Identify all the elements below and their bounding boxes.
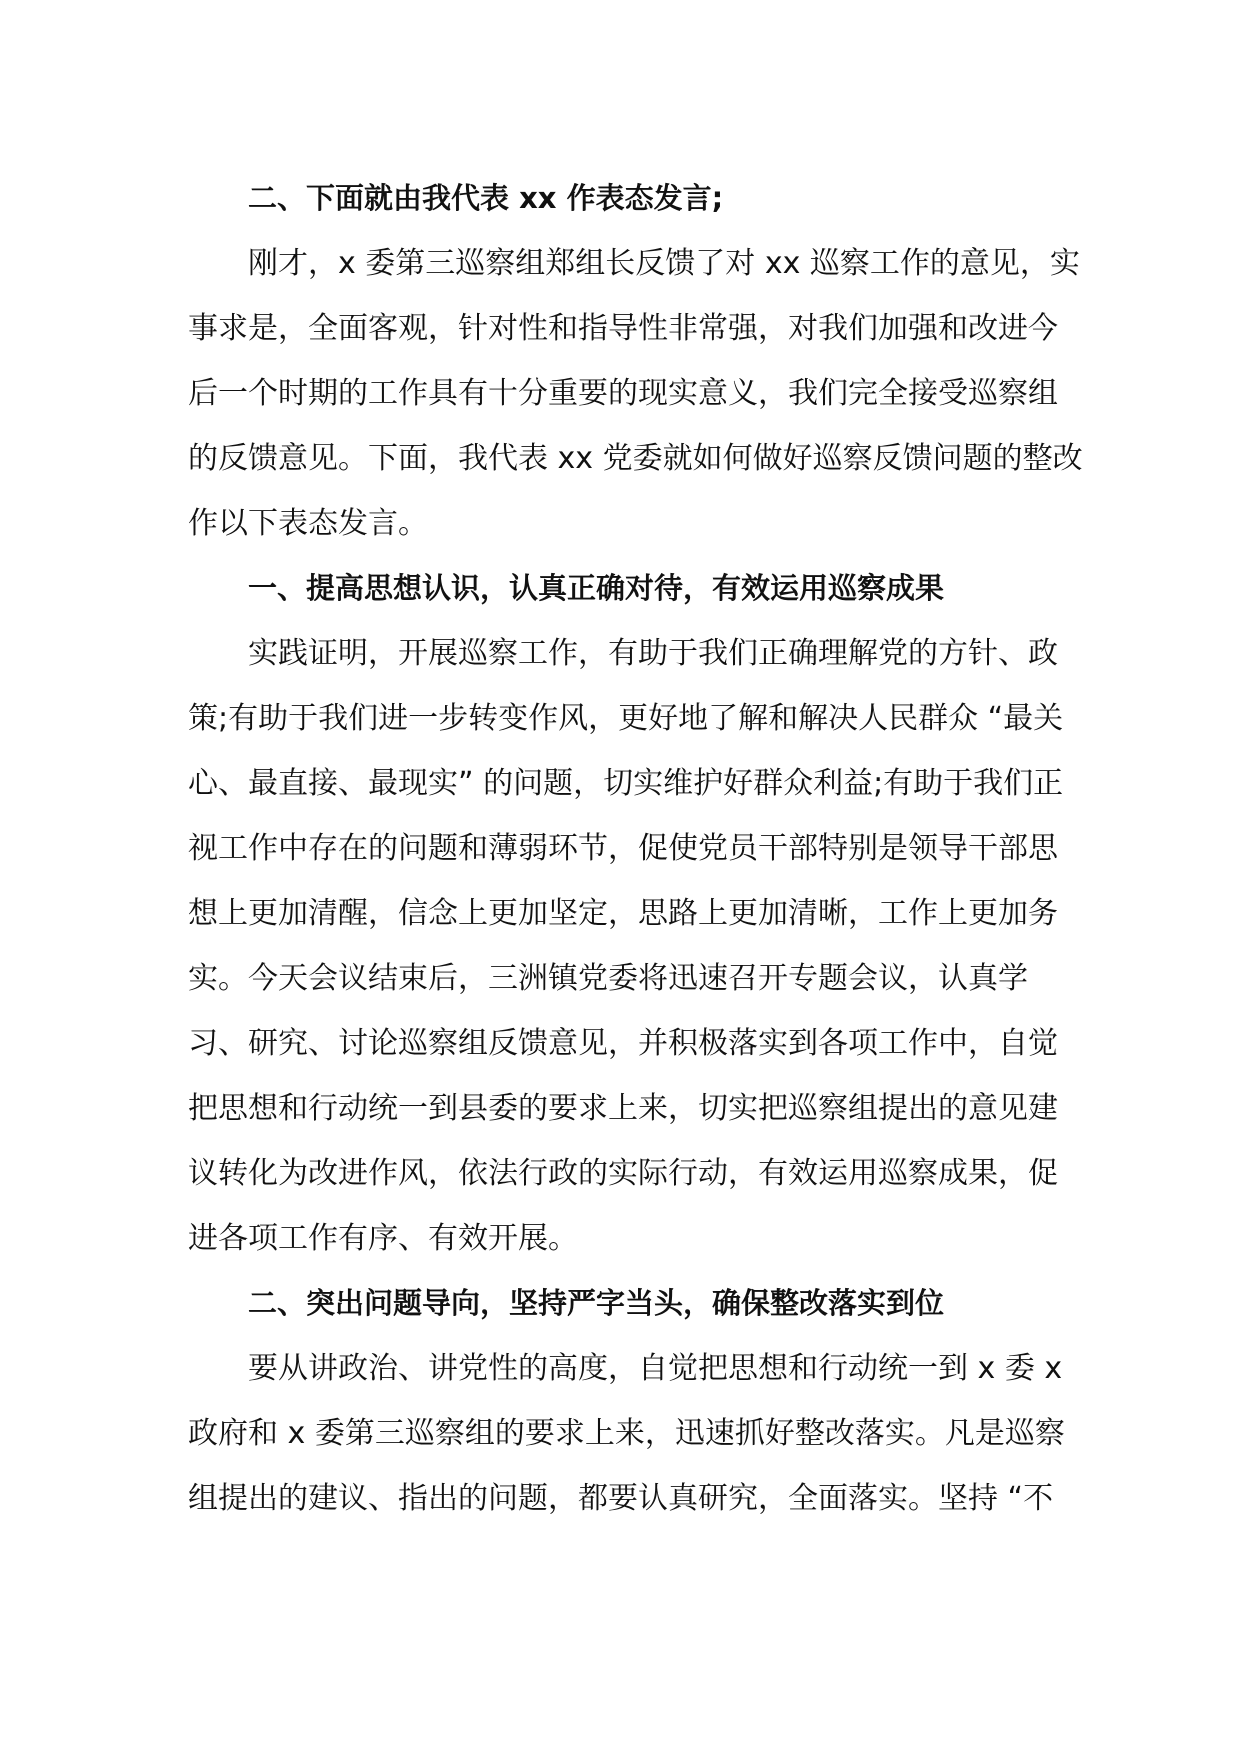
paragraph-line: 策;有助于我们进一步转变作风，更好地了解和解决人民群众 “最关 (188, 701, 1064, 736)
paragraph-line: 作以下表态发言。 (188, 506, 428, 541)
paragraph-line: 议转化为改进作风，依法行政的实际行动，有效运用巡察成果，促 (188, 1156, 1058, 1191)
paragraph-line: 实践证明，开展巡察工作，有助于我们正确理解党的方针、政 (248, 636, 1058, 671)
paragraph-line: 要从讲政治、讲党性的高度，自觉把思想和行动统一到 x 委 x (248, 1351, 1063, 1386)
paragraph-line: 视工作中存在的问题和薄弱环节，促使党员干部特别是领导干部思 (188, 831, 1058, 866)
paragraph-line: 进各项工作有序、有效开展。 (188, 1221, 578, 1256)
paragraph-line: 实。今天会议结束后，三洲镇党委将迅速召开专题会议，认真学 (188, 961, 1028, 996)
section-heading: 二、突出问题导向，坚持严字当头，确保整改落实到位 (248, 1286, 945, 1320)
section-heading: 一、提高思想认识，认真正确对待，有效运用巡察成果 (248, 571, 945, 605)
document-body (188, 166, 1083, 1531)
paragraph-line: 的反馈意见。下面，我代表 xx 党委就如何做好巡察反馈问题的整改 (188, 441, 1083, 476)
paragraph-line: 想上更加清醒，信念上更加坚定，思路上更加清晰，工作上更加务 (188, 896, 1058, 931)
paragraph-line: 后一个时期的工作具有十分重要的现实意义，我们完全接受巡察组 (188, 376, 1058, 411)
paragraph-line: 把思想和行动统一到县委的要求上来，切实把巡察组提出的意见建 (188, 1091, 1058, 1126)
paragraph-line: 习、研究、讨论巡察组反馈意见，并积极落实到各项工作中，自觉 (188, 1026, 1058, 1061)
paragraph-line: 组提出的建议、指出的问题，都要认真研究，全面落实。坚持 “不 (188, 1481, 1054, 1516)
paragraph-line: 刚才，x 委第三巡察组郑组长反馈了对 xx 巡察工作的意见，实 (248, 246, 1080, 281)
paragraph-line: 政府和 x 委第三巡察组的要求上来，迅速抓好整改落实。凡是巡察 (188, 1416, 1065, 1451)
paragraph-line: 心、最直接、最现实” 的问题，切实维护好群众利益;有助于我们正 (188, 766, 1064, 801)
paragraph-line: 事求是，全面客观，针对性和指导性非常强，对我们加强和改进今 (188, 311, 1058, 346)
section-heading: 二、下面就由我代表 xx 作表态发言; (248, 181, 724, 215)
